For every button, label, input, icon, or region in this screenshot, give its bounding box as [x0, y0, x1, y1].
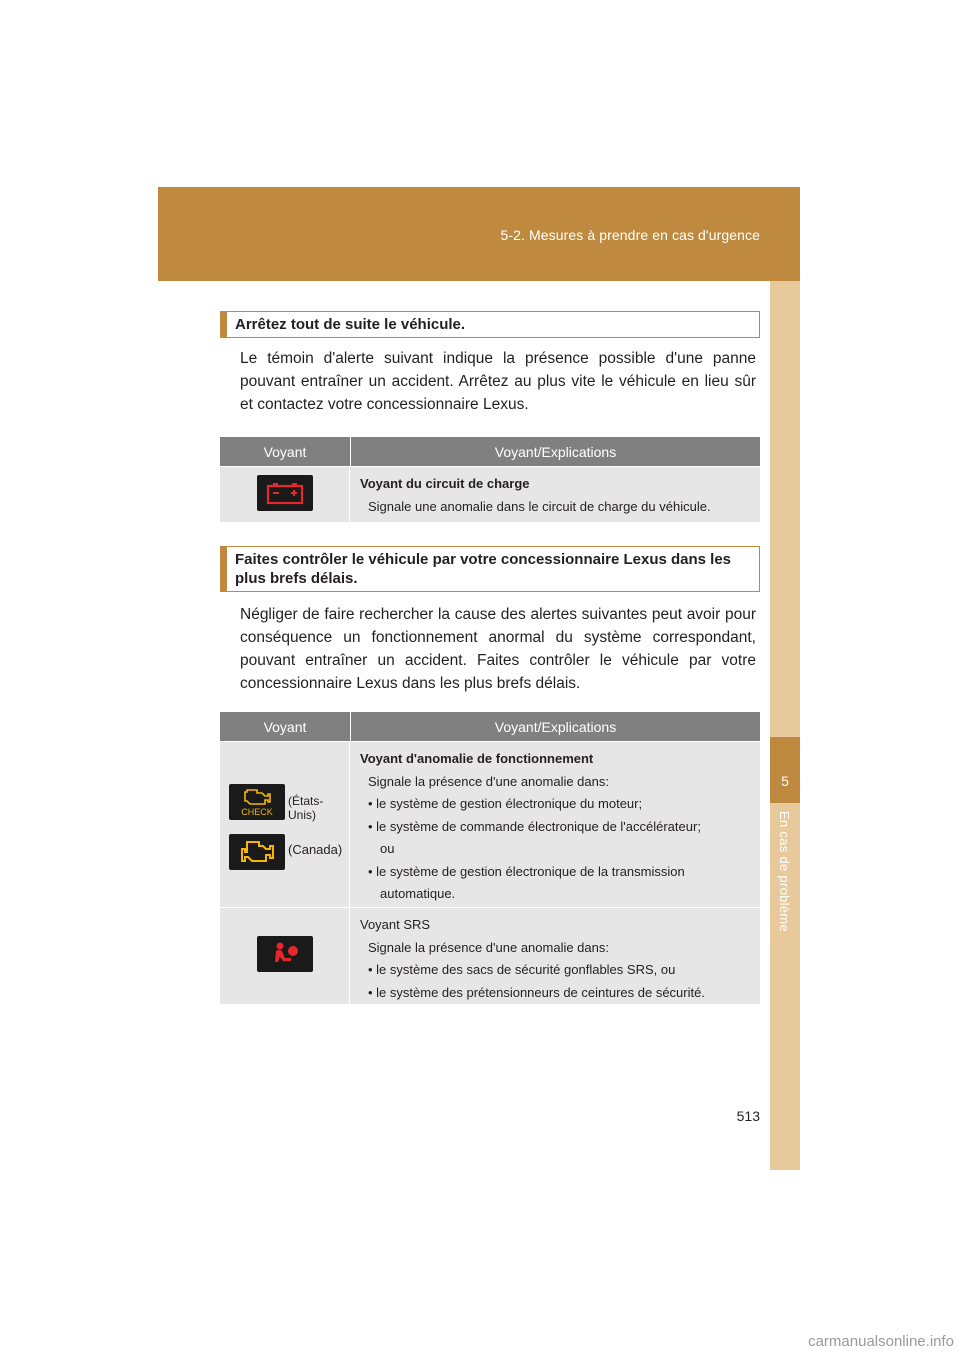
table-row — [220, 741, 760, 907]
explanation-cell — [350, 908, 760, 1004]
watermark: carmanualsonline.info — [808, 1333, 954, 1350]
page-number: 513 — [736, 1108, 760, 1124]
icon-cell — [220, 908, 350, 1004]
paragraph-dealer-check: Négliger de faire rechercher la cause des alertes suivantes peut avoir pour conséquence un fonctionnement anormal du système correspondant, pouvant entraîner un accident. Faites contrôler le véhicule par votre concessionnaire Lexus dans les plus brefs délais. — [240, 606, 756, 692]
chapter-label: En cas de problème — [777, 811, 792, 933]
list-item: automatique. — [380, 886, 456, 901]
explanation-cell — [350, 467, 760, 522]
list-item: ou — [380, 841, 395, 856]
paragraph-stop-vehicle: Le témoin d'alerte suivant indique la présence possible d'une panne pouvant entraîner un accident. Arrêtez au plus vite le véhicule en lieu sûr et contactez votre concessionnaire Lexus. — [240, 350, 756, 413]
section-heading-stop-vehicle: Arrêtez tout de suite le véhicule. — [220, 311, 760, 338]
region-label-canada: (Canada) — [288, 842, 343, 857]
chapter-marker — [770, 737, 800, 803]
list-item: • le système de commande électronique de l'accélérateur; — [368, 818, 701, 834]
row-title: Voyant SRS — [360, 917, 431, 932]
section-title: 5-2. Mesures à prendre en cas d'urgence — [500, 227, 760, 243]
table-row — [220, 907, 760, 1004]
column-header-explications: Voyant/Explications — [494, 718, 617, 735]
battery-warning-icon — [257, 475, 313, 511]
list-item: • le système des prétensionneurs de ceintures de sécurité. — [368, 984, 705, 1000]
chapter-number: 5 — [781, 773, 789, 789]
column-header-explications: Voyant/Explications — [494, 443, 617, 460]
check-engine-icon — [229, 784, 285, 820]
chapter-header-band — [158, 187, 800, 281]
side-chapter-tab — [770, 281, 800, 1170]
engine-warning-icon — [229, 834, 285, 870]
explanation-cell — [350, 742, 760, 907]
table-row — [220, 466, 760, 522]
list-item: • le système de gestion électronique du moteur; — [368, 796, 643, 811]
column-header-voyant: Voyant — [220, 712, 351, 741]
warning-table-dealer — [220, 712, 760, 1004]
table-header — [220, 712, 760, 741]
list-item: • le système de gestion électronique de la transmission — [368, 863, 685, 879]
list-item: • le système des sacs de sécurité gonflables SRS, ou — [368, 962, 676, 977]
icon-cell — [220, 467, 350, 522]
row-text: Signale la présence d'une anomalie dans: — [368, 773, 609, 789]
row-text: Signale une anomalie dans le circuit de charge du véhicule. — [368, 498, 711, 514]
row-text: Signale la présence d'une anomalie dans: — [368, 939, 609, 955]
column-header-voyant: Voyant — [220, 437, 351, 466]
warning-table-urgent — [220, 437, 760, 522]
icon-cell — [220, 742, 350, 907]
region-label-us: (États-Unis) — [288, 794, 324, 822]
check-label: CHECK — [241, 807, 273, 817]
section-heading-dealer-check: Faites contrôler le véhicule par votre concessionnaire Lexus dans les plus brefs délais. — [220, 546, 760, 592]
row-title: Voyant d'anomalie de fonctionnement — [360, 751, 594, 766]
row-title: Voyant du circuit de charge — [360, 476, 530, 491]
table-header — [220, 437, 760, 466]
airbag-warning-icon — [257, 936, 313, 972]
